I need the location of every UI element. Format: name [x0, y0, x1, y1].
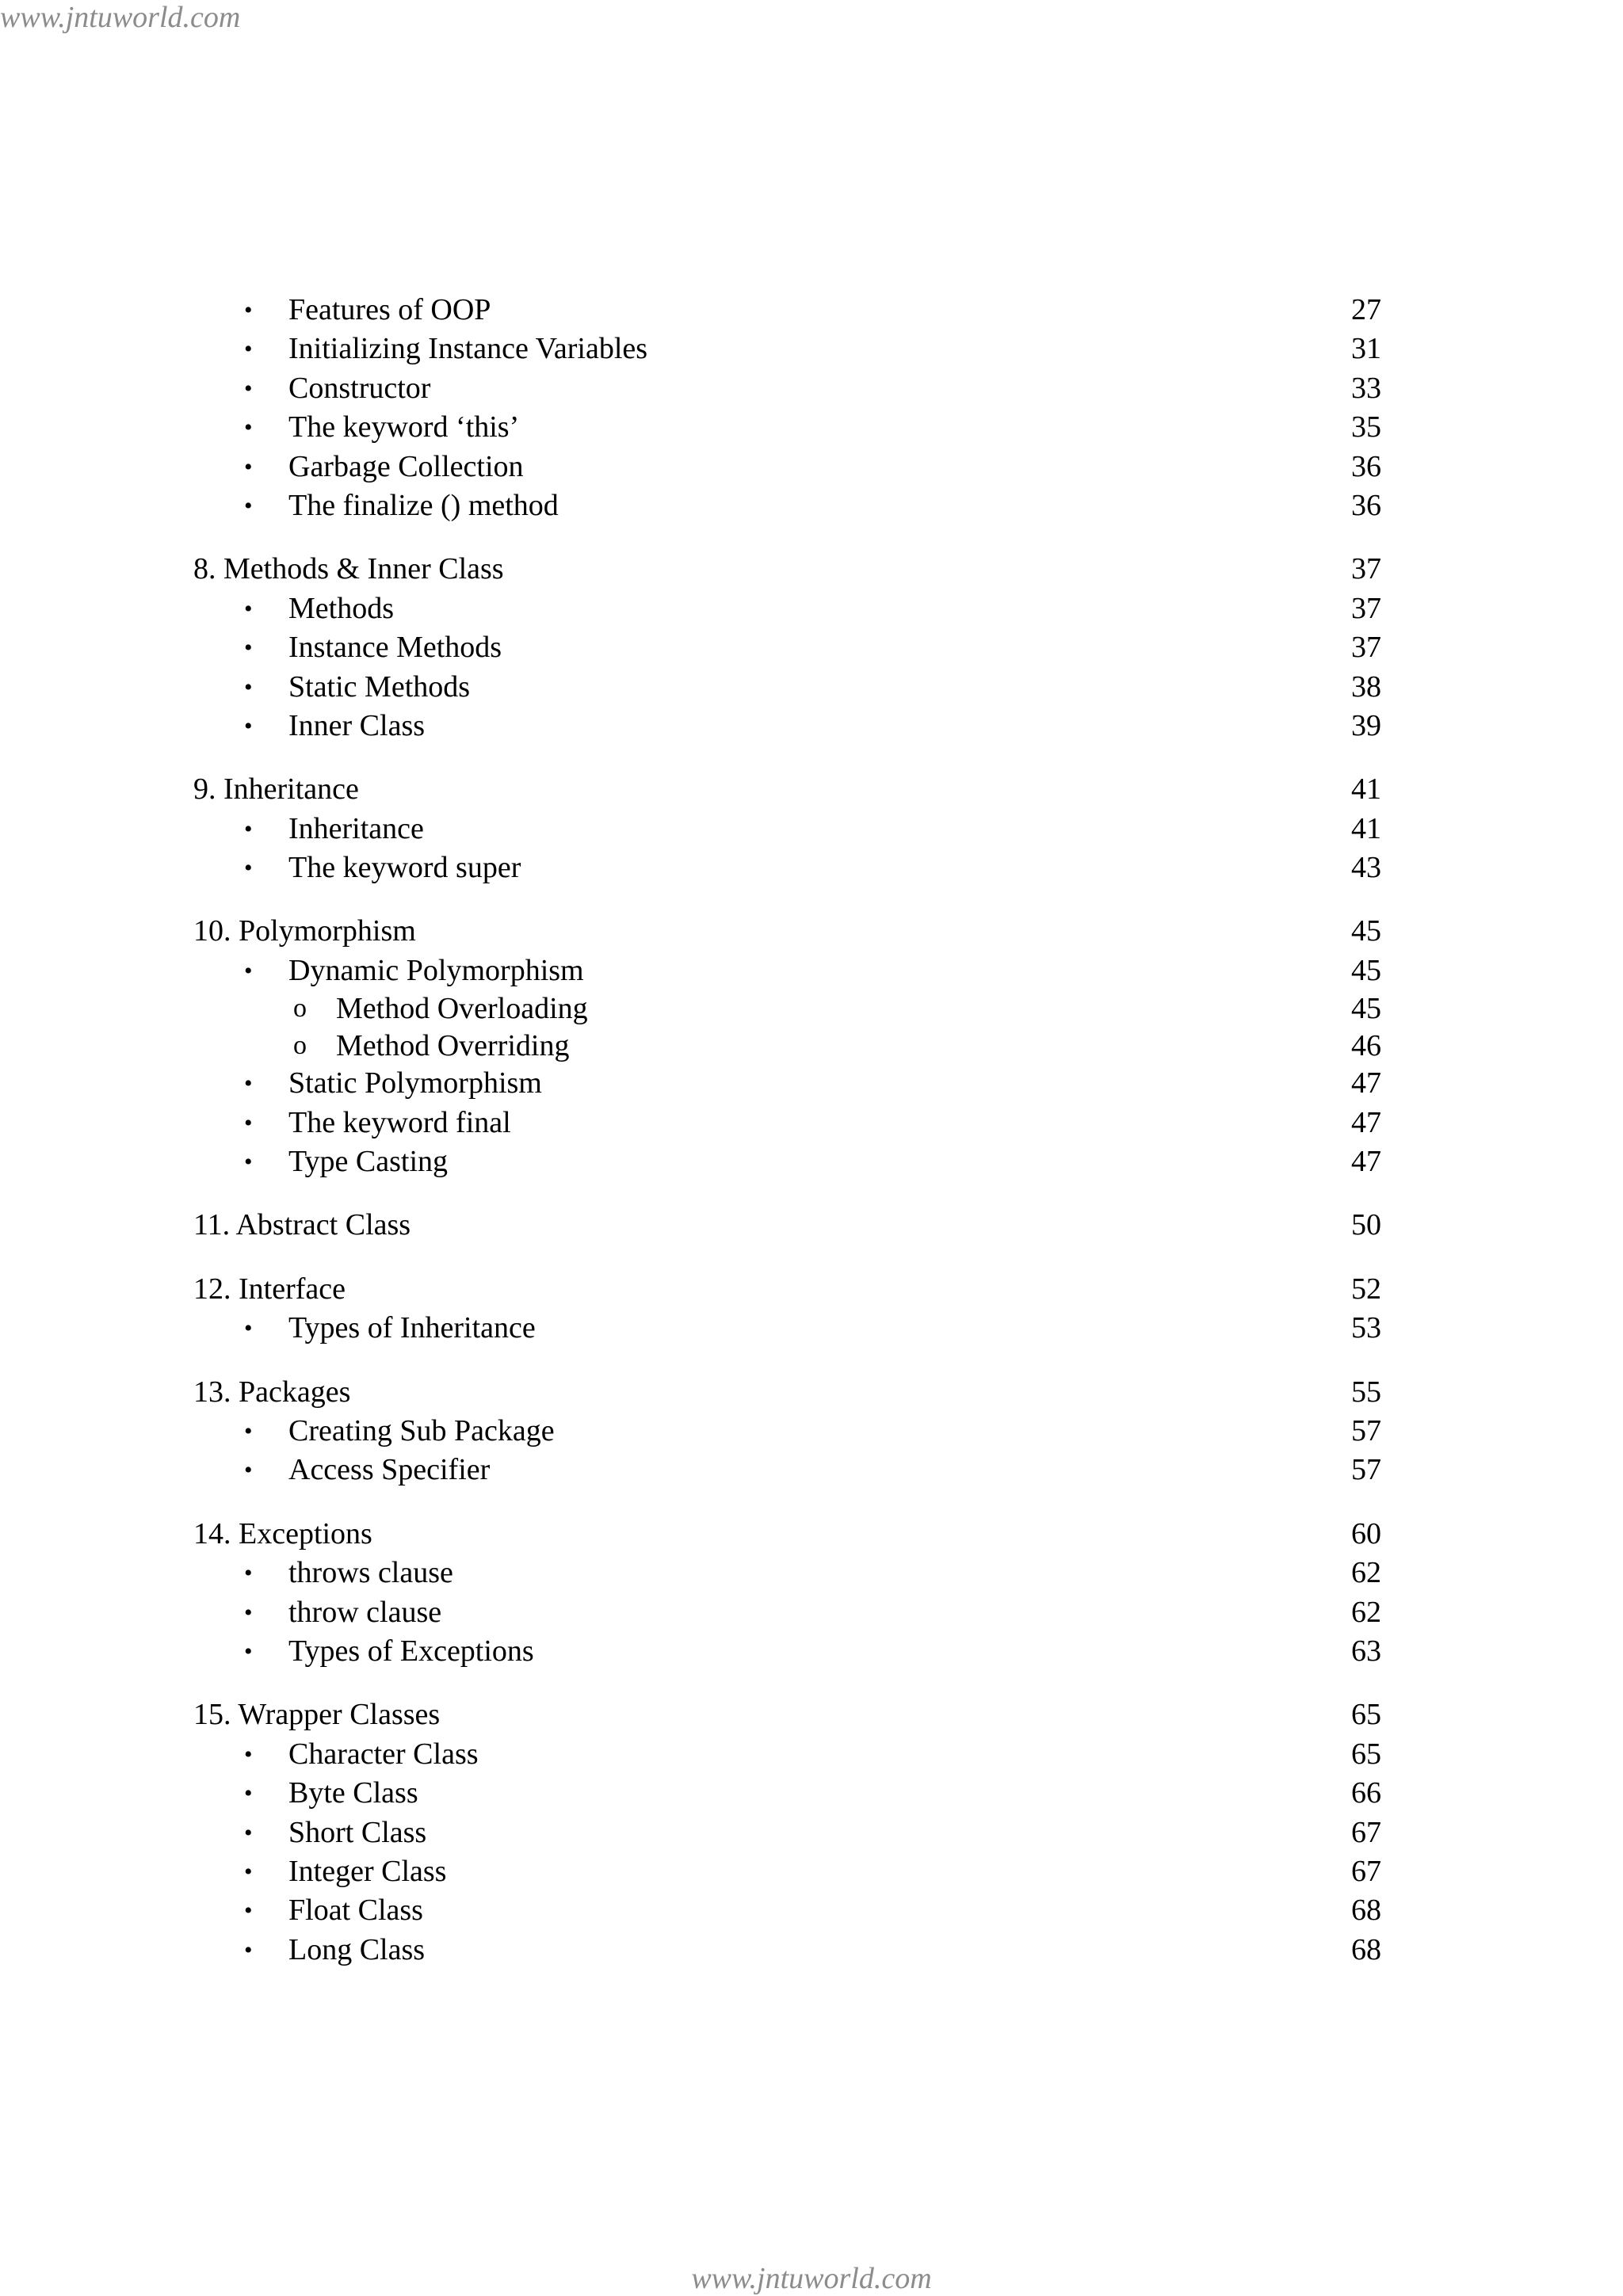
bullet-icon: • [244, 453, 253, 480]
item-label: throw clause [288, 1595, 442, 1629]
watermark-bottom: www.jntuworld.com [691, 2262, 932, 2295]
item-label: Inner Class [288, 708, 426, 742]
item-label: Static Polymorphism [288, 1066, 542, 1100]
toc-item[interactable] [193, 1814, 1382, 1852]
item-label: The keyword ‘this’ [288, 410, 520, 444]
page-number: 57 [1351, 1453, 1381, 1487]
hollow-bullet-icon: o [293, 1030, 307, 1060]
item-label: Integer Class [288, 1854, 447, 1888]
toc-section-heading[interactable] [193, 1515, 1382, 1554]
toc-item[interactable] [193, 849, 1382, 887]
item-label: throws clause [288, 1556, 453, 1590]
bullet-icon: • [244, 492, 253, 519]
toc-section-heading[interactable] [193, 1270, 1382, 1309]
page-number: 52 [1351, 1272, 1381, 1306]
toc-subitem[interactable] [193, 1028, 1382, 1065]
watermark-top: www.jntuworld.com [0, 1, 241, 34]
toc-group [193, 770, 1382, 887]
page-number: 45 [1351, 992, 1381, 1026]
page-number: 55 [1351, 1375, 1381, 1409]
page-number: 50 [1351, 1208, 1381, 1242]
toc-item[interactable] [193, 1931, 1382, 1970]
bullet-icon: • [244, 1638, 253, 1665]
toc-item[interactable] [193, 291, 1382, 330]
bullet-icon: • [244, 1457, 253, 1484]
page-number: 36 [1351, 449, 1381, 483]
toc-group [193, 1695, 1382, 1970]
toc-item[interactable] [193, 1632, 1382, 1671]
toc-item[interactable] [193, 1852, 1382, 1891]
page-number: 67 [1351, 1854, 1381, 1888]
item-label: Inheritance [288, 811, 424, 845]
item-label: Types of Exceptions [288, 1634, 534, 1668]
bullet-icon: • [244, 957, 253, 984]
toc-item[interactable] [193, 707, 1382, 746]
page-number: 43 [1351, 851, 1381, 885]
page-number: 66 [1351, 1776, 1381, 1810]
item-label: Method Overloading [336, 992, 588, 1026]
toc-subitem[interactable] [193, 990, 1382, 1028]
bullet-icon: • [244, 673, 253, 700]
toc-section-heading[interactable] [193, 1206, 1382, 1245]
page-number: 47 [1351, 1145, 1381, 1179]
toc-section-heading[interactable] [193, 770, 1382, 809]
page-number: 53 [1351, 1311, 1381, 1345]
toc-item[interactable] [193, 1554, 1382, 1592]
bullet-icon: • [244, 595, 253, 622]
toc-item[interactable] [193, 589, 1382, 628]
toc-group [193, 1270, 1382, 1348]
bullet-icon: • [244, 712, 253, 739]
page-number: 36 [1351, 488, 1381, 522]
bullet-icon: • [244, 1819, 253, 1846]
page-number: 67 [1351, 1815, 1381, 1849]
item-label: Dynamic Polymorphism [288, 953, 584, 987]
page-number: 45 [1351, 953, 1381, 987]
toc-section-heading[interactable] [193, 912, 1382, 951]
item-label: Character Class [288, 1737, 479, 1771]
toc-item[interactable] [193, 1064, 1382, 1103]
bullet-icon: • [244, 1560, 253, 1587]
toc-item[interactable] [193, 1735, 1382, 1774]
bullet-icon: • [244, 815, 253, 842]
item-label: Byte Class [288, 1776, 418, 1810]
item-label: Instance Methods [288, 631, 502, 665]
item-label: Creating Sub Package [288, 1413, 555, 1447]
page-number: 38 [1351, 669, 1381, 704]
item-label: Short Class [288, 1815, 427, 1849]
page-number: 41 [1351, 811, 1381, 845]
page-number: 60 [1351, 1516, 1381, 1550]
bullet-icon: • [244, 1936, 253, 1963]
item-label: Constructor [288, 371, 431, 405]
item-label: Method Overriding [336, 1028, 570, 1062]
page-number: 31 [1351, 332, 1381, 366]
page-number: 62 [1351, 1595, 1381, 1629]
hollow-bullet-icon: o [293, 994, 307, 1024]
item-label: Types of Inheritance [288, 1311, 536, 1345]
item-label: Float Class [288, 1894, 423, 1928]
item-label: Static Methods [288, 669, 471, 704]
page-number: 65 [1351, 1737, 1381, 1771]
toc-group [193, 1515, 1382, 1672]
toc-item[interactable] [193, 1451, 1382, 1489]
toc-item[interactable] [193, 369, 1382, 408]
bullet-icon: • [244, 1070, 253, 1097]
page-number: 33 [1351, 371, 1381, 405]
item-label: Access Specifier [288, 1453, 491, 1487]
toc-section-heading[interactable] [193, 1373, 1382, 1412]
page-number: 37 [1351, 591, 1381, 625]
section-title: 9. Inheritance [193, 772, 359, 807]
section-title: 10. Polymorphism [193, 914, 416, 948]
page-number: 35 [1351, 410, 1381, 444]
item-label: The finalize () method [288, 488, 559, 522]
toc-item[interactable] [193, 448, 1382, 486]
item-label: Type Casting [288, 1145, 449, 1179]
toc-item[interactable] [193, 408, 1382, 447]
page-number: 46 [1351, 1028, 1381, 1062]
page-number: 63 [1351, 1634, 1381, 1668]
bullet-icon: • [244, 1109, 253, 1136]
item-label: The keyword super [288, 851, 521, 885]
bullet-icon: • [244, 1858, 253, 1885]
page-number: 47 [1351, 1105, 1381, 1139]
toc-item[interactable] [193, 668, 1382, 707]
toc-group [193, 912, 1382, 1181]
toc-group [193, 550, 1382, 746]
table-of-contents [193, 291, 1382, 1970]
bullet-icon: • [244, 1741, 253, 1768]
page-number: 68 [1351, 1894, 1381, 1928]
bullet-icon: • [244, 855, 253, 882]
bullet-icon: • [244, 635, 253, 662]
page-number: 37 [1351, 552, 1381, 586]
toc-item[interactable] [193, 486, 1382, 525]
page-number: 62 [1351, 1556, 1381, 1590]
item-label: Features of OOP [288, 293, 491, 326]
toc-section-heading[interactable] [193, 550, 1382, 589]
page-number: 45 [1351, 914, 1381, 948]
section-title: 13. Packages [193, 1375, 351, 1409]
page-number: 39 [1351, 708, 1381, 742]
page-number: 57 [1351, 1413, 1381, 1447]
page-number: 68 [1351, 1932, 1381, 1966]
bullet-icon: • [244, 1315, 253, 1342]
item-label: The keyword final [288, 1105, 511, 1139]
item-label: Long Class [288, 1932, 426, 1966]
item-label: Methods [288, 591, 394, 625]
toc-item[interactable] [193, 1142, 1382, 1181]
bullet-icon: • [244, 1897, 253, 1924]
toc-item[interactable] [193, 1774, 1382, 1813]
toc-group [193, 1206, 1382, 1245]
toc-item[interactable] [193, 952, 1382, 990]
section-title: 12. Interface [193, 1272, 346, 1306]
bullet-icon: • [244, 1417, 253, 1444]
toc-section-heading[interactable] [193, 1695, 1382, 1734]
page-number: 65 [1351, 1698, 1381, 1732]
page-number: 27 [1351, 293, 1381, 326]
toc-item[interactable] [193, 628, 1382, 667]
bullet-icon: • [244, 414, 253, 441]
item-label: Initializing Instance Variables [288, 332, 648, 366]
bullet-icon: • [244, 336, 253, 363]
toc-item[interactable] [193, 1891, 1382, 1930]
toc-item[interactable] [193, 810, 1382, 849]
bullet-icon: • [244, 297, 253, 323]
page-number: 41 [1351, 772, 1381, 807]
toc-item[interactable] [193, 1104, 1382, 1142]
toc-item[interactable] [193, 1593, 1382, 1632]
toc-item[interactable] [193, 330, 1382, 368]
section-title: 8. Methods & Inner Class [193, 552, 504, 586]
section-title: 11. Abstract Class [193, 1208, 411, 1242]
item-label: Garbage Collection [288, 449, 524, 483]
page-number: 47 [1351, 1066, 1381, 1100]
toc-item[interactable] [193, 1412, 1382, 1451]
section-title: 14. Exceptions [193, 1516, 372, 1550]
page-number: 37 [1351, 631, 1381, 665]
toc-item[interactable] [193, 1309, 1382, 1348]
section-title: 15. Wrapper Classes [193, 1698, 441, 1732]
bullet-icon: • [244, 1149, 253, 1176]
bullet-icon: • [244, 375, 253, 402]
bullet-icon: • [244, 1780, 253, 1807]
bullet-icon: • [244, 1599, 253, 1626]
toc-group [193, 291, 1382, 525]
toc-group [193, 1373, 1382, 1490]
